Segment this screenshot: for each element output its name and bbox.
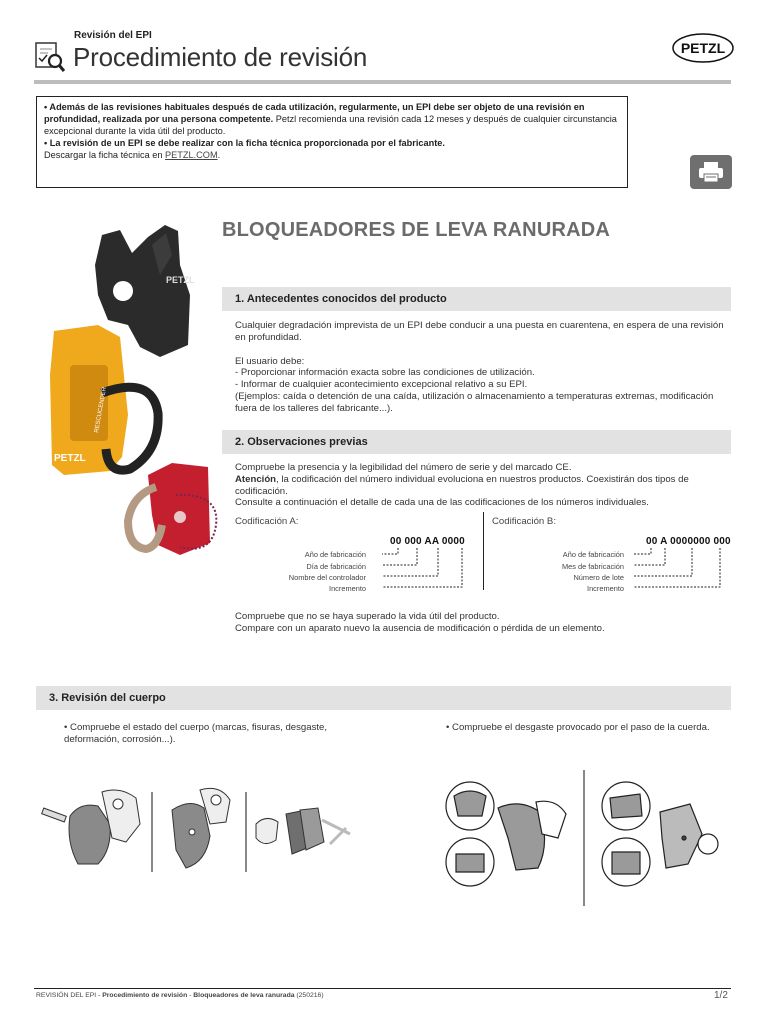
section-1-examples: (Ejemplos: caída o detención de una caída, utilización o almacenamiento a temperaturas extremas, modificación fuera de los talleres del fabricante...). <box>235 390 714 414</box>
footer-prefix: REVISIÓN DEL EPI - <box>36 992 103 999</box>
printer-icon <box>697 161 725 183</box>
codification-b-row: Incremento <box>587 584 624 593</box>
petzl-logo <box>671 32 735 64</box>
section-1-header: 1. Antecedentes conocidos del producto <box>222 287 731 311</box>
notice-line2-bold: • La revisión de un EPI se debe realizar con la ficha técnica proporcionada por el fabricante. <box>44 138 445 148</box>
notice-line3-end: . <box>217 150 221 160</box>
footer-separator: - <box>187 992 194 999</box>
product-title: BLOQUEADORES DE LEVA RANURADA <box>222 219 611 241</box>
section-2-attention <box>235 474 731 498</box>
section-1-user-item-a: - Proporcionar información exacta sobre las condiciones de utilización. <box>235 367 535 379</box>
footer-product: Bloqueadores de leva ranurada <box>193 992 295 999</box>
section-3-right-bullet: • Compruebe el desgaste provocado por el paso de la cuerda. <box>446 722 710 733</box>
product-photos <box>40 225 220 565</box>
header-kicker: Revisión del EPI <box>74 30 152 41</box>
notice-line1-rest: Petzl recomienda una revisión cada 12 meses y después de cualquier circunstancia excepcional durante la vida útil del producto. <box>44 114 617 136</box>
header-rule <box>34 80 731 84</box>
section-2-closing <box>235 611 731 635</box>
section-2-paragraph-3: Consulte a continuación el detalle de cada una de las codificaciones de los números individuales. <box>235 497 649 509</box>
codification-b-label: Codificación B: <box>492 516 556 527</box>
section-2-header: 2. Observaciones previas <box>222 430 731 454</box>
section-2-compare-check: Compare con un aparato nuevo la ausencia de modificación o pérdida de un elemento. <box>235 622 605 634</box>
section-1-body <box>235 320 731 415</box>
petzl-com-link[interactable]: PETZL.COM <box>165 150 218 160</box>
section-1-user-item-b: - Informar de cualquier acontecimiento excepcional relativo a su EPI. <box>235 379 528 391</box>
yellow-device-label: PETZL <box>54 453 86 464</box>
codification-divider <box>483 512 484 590</box>
section-2-body <box>235 462 731 509</box>
rope-wear-illustrations <box>440 768 736 908</box>
attention-text: , la codificación del número individual evoluciona en nuestros productos. Coexistirán dos tipos de codificación. <box>235 473 689 497</box>
body-inspection-illustrations <box>40 780 360 880</box>
codification-b-row: Número de lote <box>573 573 624 582</box>
notice-line3-text: Descargar la ficha técnica en <box>44 150 166 160</box>
black-device-label: PETZL <box>166 275 195 285</box>
codification-a-row: Año de fabricación <box>304 550 366 559</box>
footer-doc-type: Procedimiento de revisión <box>102 992 188 999</box>
inspection-document-icon <box>34 41 66 73</box>
attention-label: Atención <box>235 473 277 485</box>
page-number: 1/2 <box>714 990 728 1001</box>
codification-a-row: Incremento <box>329 584 366 593</box>
codification-a-leader-lines <box>380 546 480 592</box>
section-3-header: 3. Revisión del cuerpo <box>36 686 731 710</box>
print-button[interactable] <box>690 155 732 189</box>
yellow-device-side-label: RESCUCENDER <box>94 386 109 434</box>
codification-b-row: Año de fabricación <box>562 550 624 559</box>
notice-box <box>36 96 628 188</box>
page-title: Procedimiento de revisión <box>73 42 368 72</box>
codification-a-label: Codificación A: <box>235 516 299 527</box>
codification-a-code: 00 000 AA 0000 <box>390 536 465 547</box>
footer-rule <box>34 988 731 989</box>
codification-a-row: Día de fabricación <box>306 562 366 571</box>
notice-line1-bold: • Además de las revisiones habituales después de cada utilización, regularmente, un EPI debe ser objeto de una revisión en profundidad, realizada por una persona competente. <box>44 102 585 124</box>
section-1-paragraph: Cualquier degradación imprevista de un EPI debe conducir a una puesta en cuarentena, en espera de una revisión en profundidad. <box>235 320 724 343</box>
red-ascender-photo <box>128 463 216 555</box>
section-1-user-intro: El usuario debe: <box>235 355 305 367</box>
section-2-lifetime-check: Compruebe que no se haya superado la vida útil del producto. <box>235 611 500 622</box>
codification-b-leader-lines <box>632 546 732 592</box>
section-2-paragraph-1: Compruebe la presencia y la legibilidad del número de serie y del marcado CE. <box>235 462 572 473</box>
footer-code: (250216) <box>294 992 324 999</box>
footer-text <box>36 992 324 999</box>
codification-b-code: 00 A 0000000 000 <box>646 536 731 547</box>
codification-b-row: Mes de fabricación <box>561 562 624 571</box>
codification-a-row: Nombre del controlador <box>288 573 366 582</box>
section-3-left-bullet: • Compruebe el estado del cuerpo (marcas, fisuras, desgaste, deformación, corrosión...). <box>64 722 328 745</box>
svg-text:PETZL: PETZL <box>680 40 726 56</box>
